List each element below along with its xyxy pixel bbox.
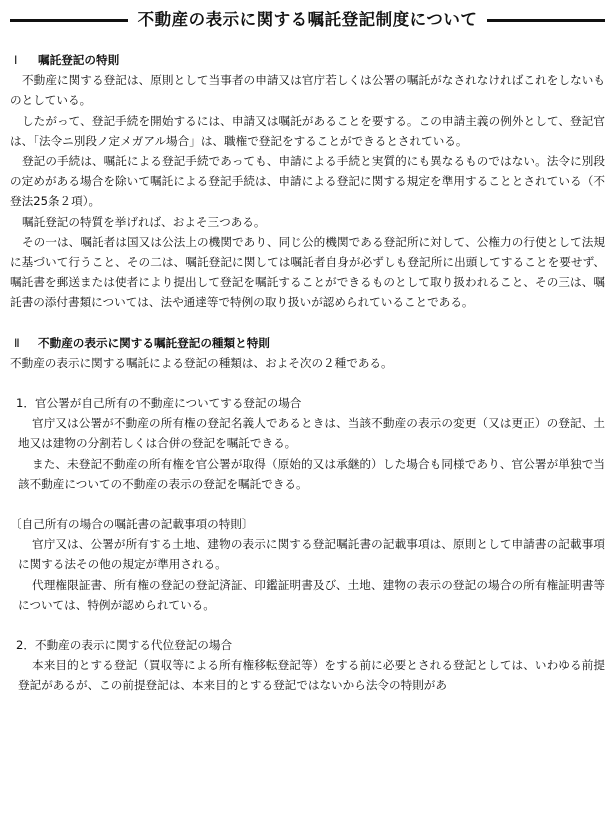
title-row (10, 8, 605, 32)
section-1-paragraph: したがって、登記手続を開始するには、申請又は嘱託があることを要する。この申請主義の例外として、登記官は、「法令ニ別段ノ定メガアル場合」は、職権で登記をすることができるとされている。 (10, 113, 605, 148)
section-1-heading (0, 50, 615, 70)
section-2-title: 不動産の表示に関する嘱託登記の種類と特則 (38, 335, 270, 350)
item-2-paragraph: 本来目的とする登記（買収等による所有権移転登記等）をする前に必要とされる登記としては、いわゆる前提登記があるが、この前提登記は、本来目的とする登記ではないから法令の特則があ (18, 658, 605, 693)
page-title: 不動産の表示に関する嘱託登記制度について (137, 10, 478, 29)
item-1-label: 1．官公署が自己所有の不動産についてする登記の場合 (16, 396, 302, 411)
title-rule-left (10, 19, 128, 22)
document-body (0, 50, 615, 696)
section-1-title: 嘱託登記の特則 (38, 53, 120, 67)
section-1-paragraph: その一は、嘱託者は国又は公法上の機関であり、同じ公的機関である登記所に対して、公権力の行使として法規に基づいて行うこと、その二は、嘱託登記に関しては嘱託者自身が必ずしも登記所に出頭してすることを要せず、嘱託書を郵送または使者により提出して登記を嘱託することができるものとして取り扱われること、その三は、嘱託書の添付書類については、法や通達等で特例の取り扱いが認められていることである。 (10, 234, 605, 310)
section-2-heading (0, 333, 615, 353)
item-1-paragraph: 官庁又は公署が不動産の所有権の登記名義人であるときは、当該不動産の表示の変更（又は更正）の登記、土地又は建物の分割若しくは合併の登記を嘱託できる。 (18, 416, 605, 451)
section-2-intro: 不動産の表示に関する嘱託による登記の種類は、およそ次の２種である。 (10, 355, 393, 370)
section-1-number: Ⅰ (14, 53, 18, 67)
section-2-number: Ⅱ (14, 335, 20, 350)
section-1-paragraph: 嘱託登記の特質を挙げれば、およそ三つある。 (22, 214, 266, 229)
section-1-paragraph: 不動産に関する登記は、原則として当事者の申請又は官庁若しくは公署の嘱託がなされなければこれをしないものとしている。 (10, 73, 605, 108)
section-1-paragraph: 登記の手続は、嘱託による登記手続であっても、申請による手続と実質的にも異なるものではない。法令に別段の定めがある場合を除いて嘱託による登記手続は、申請による登記に関する規定を準用することとされている（不登法25条２項）。 (10, 154, 605, 209)
bracket-paragraph: 官庁又は、公署が所有する土地、建物の表示に関する登記嘱託書の記載事項は、原則として申請書の記載事項に関する法その他の規定が準用される。 (18, 537, 605, 572)
item-1-paragraph: また、未登記不動産の所有権を官公署が取得（原始的又は承継的）した場合も同様であり、官公署が単独で当該不動産についての不動産の表示の登記を嘱託できる。 (18, 456, 605, 491)
bracket-paragraph: 代理権限証書、所有権の登記の登記済証、印鑑証明書及び、土地、建物の表示の登記の場合の所有権証明書等については、特例が認められている。 (18, 577, 605, 612)
bracket-heading: 〔自己所有の場合の嘱託書の記載事項の特則〕 (10, 517, 254, 532)
item-2-label: 2．不動産の表示に関する代位登記の場合 (16, 638, 233, 653)
title-rule-right (487, 19, 605, 22)
